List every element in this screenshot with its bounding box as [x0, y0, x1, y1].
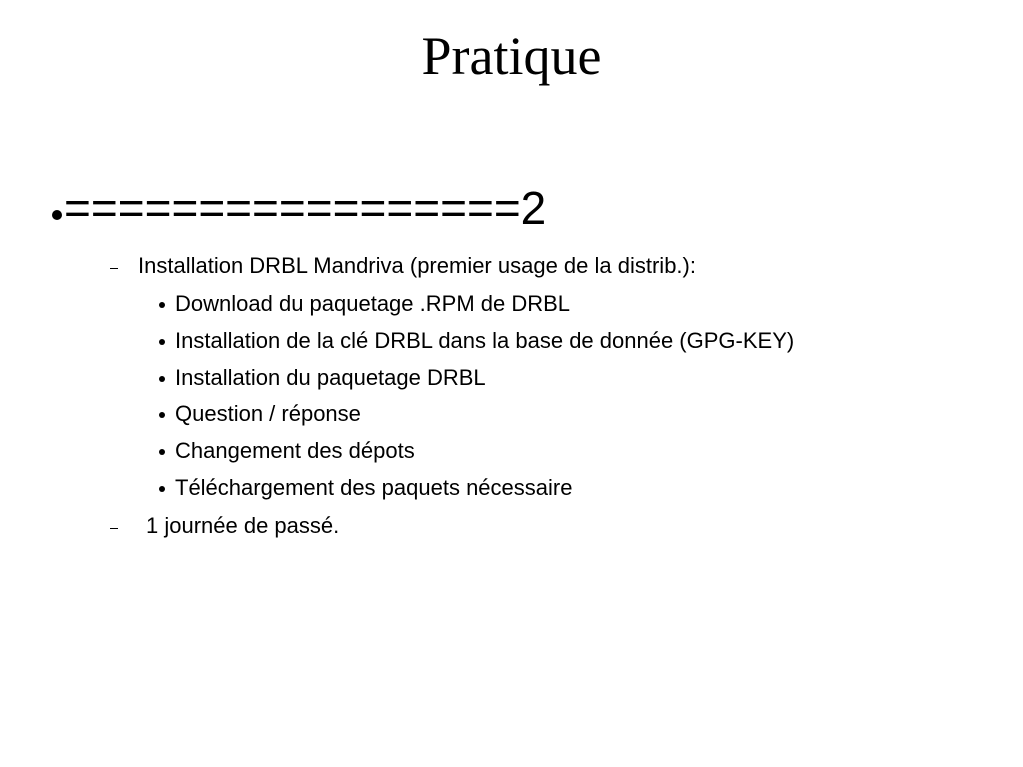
bullet-icon — [52, 210, 62, 220]
sub-bullet-item — [159, 290, 570, 318]
sub-bullet-text: Download du paquetage .RPM de DRBL — [175, 291, 571, 316]
dash-item — [110, 252, 696, 280]
bullet-icon — [159, 449, 165, 455]
dash-item-text: Installation DRBL Mandriva (premier usage de la distrib.): — [138, 253, 696, 278]
top-level-bullet-text: =================2 — [64, 182, 547, 234]
sub-bullet-text: Changement des dépots — [175, 438, 415, 463]
sub-bullet-text: Téléchargement des paquets nécessaire — [175, 475, 573, 500]
bullet-icon — [159, 412, 165, 418]
slide-title: Pratique — [421, 26, 602, 86]
sub-bullet-item — [159, 327, 794, 355]
bullet-icon — [159, 302, 165, 308]
bullet-icon — [159, 339, 165, 345]
sub-bullet-item — [159, 400, 361, 428]
bullet-icon — [159, 486, 165, 492]
sub-bullet-item — [159, 474, 572, 502]
sub-bullet-text: Question / réponse — [175, 401, 361, 426]
dash-icon — [110, 268, 118, 269]
sub-bullet-item — [159, 437, 415, 465]
top-level-bullet — [52, 180, 546, 236]
dash-icon — [110, 528, 118, 529]
sub-bullet-text: Installation de la clé DRBL dans la base de donnée (GPG-KEY) — [175, 328, 795, 353]
sub-bullet-item — [159, 364, 486, 392]
dash-item — [110, 512, 339, 540]
sub-bullet-text: Installation du paquetage DRBL — [175, 365, 486, 390]
bullet-icon — [159, 376, 165, 382]
dash-item-text: 1 journée de passé. — [146, 513, 340, 538]
